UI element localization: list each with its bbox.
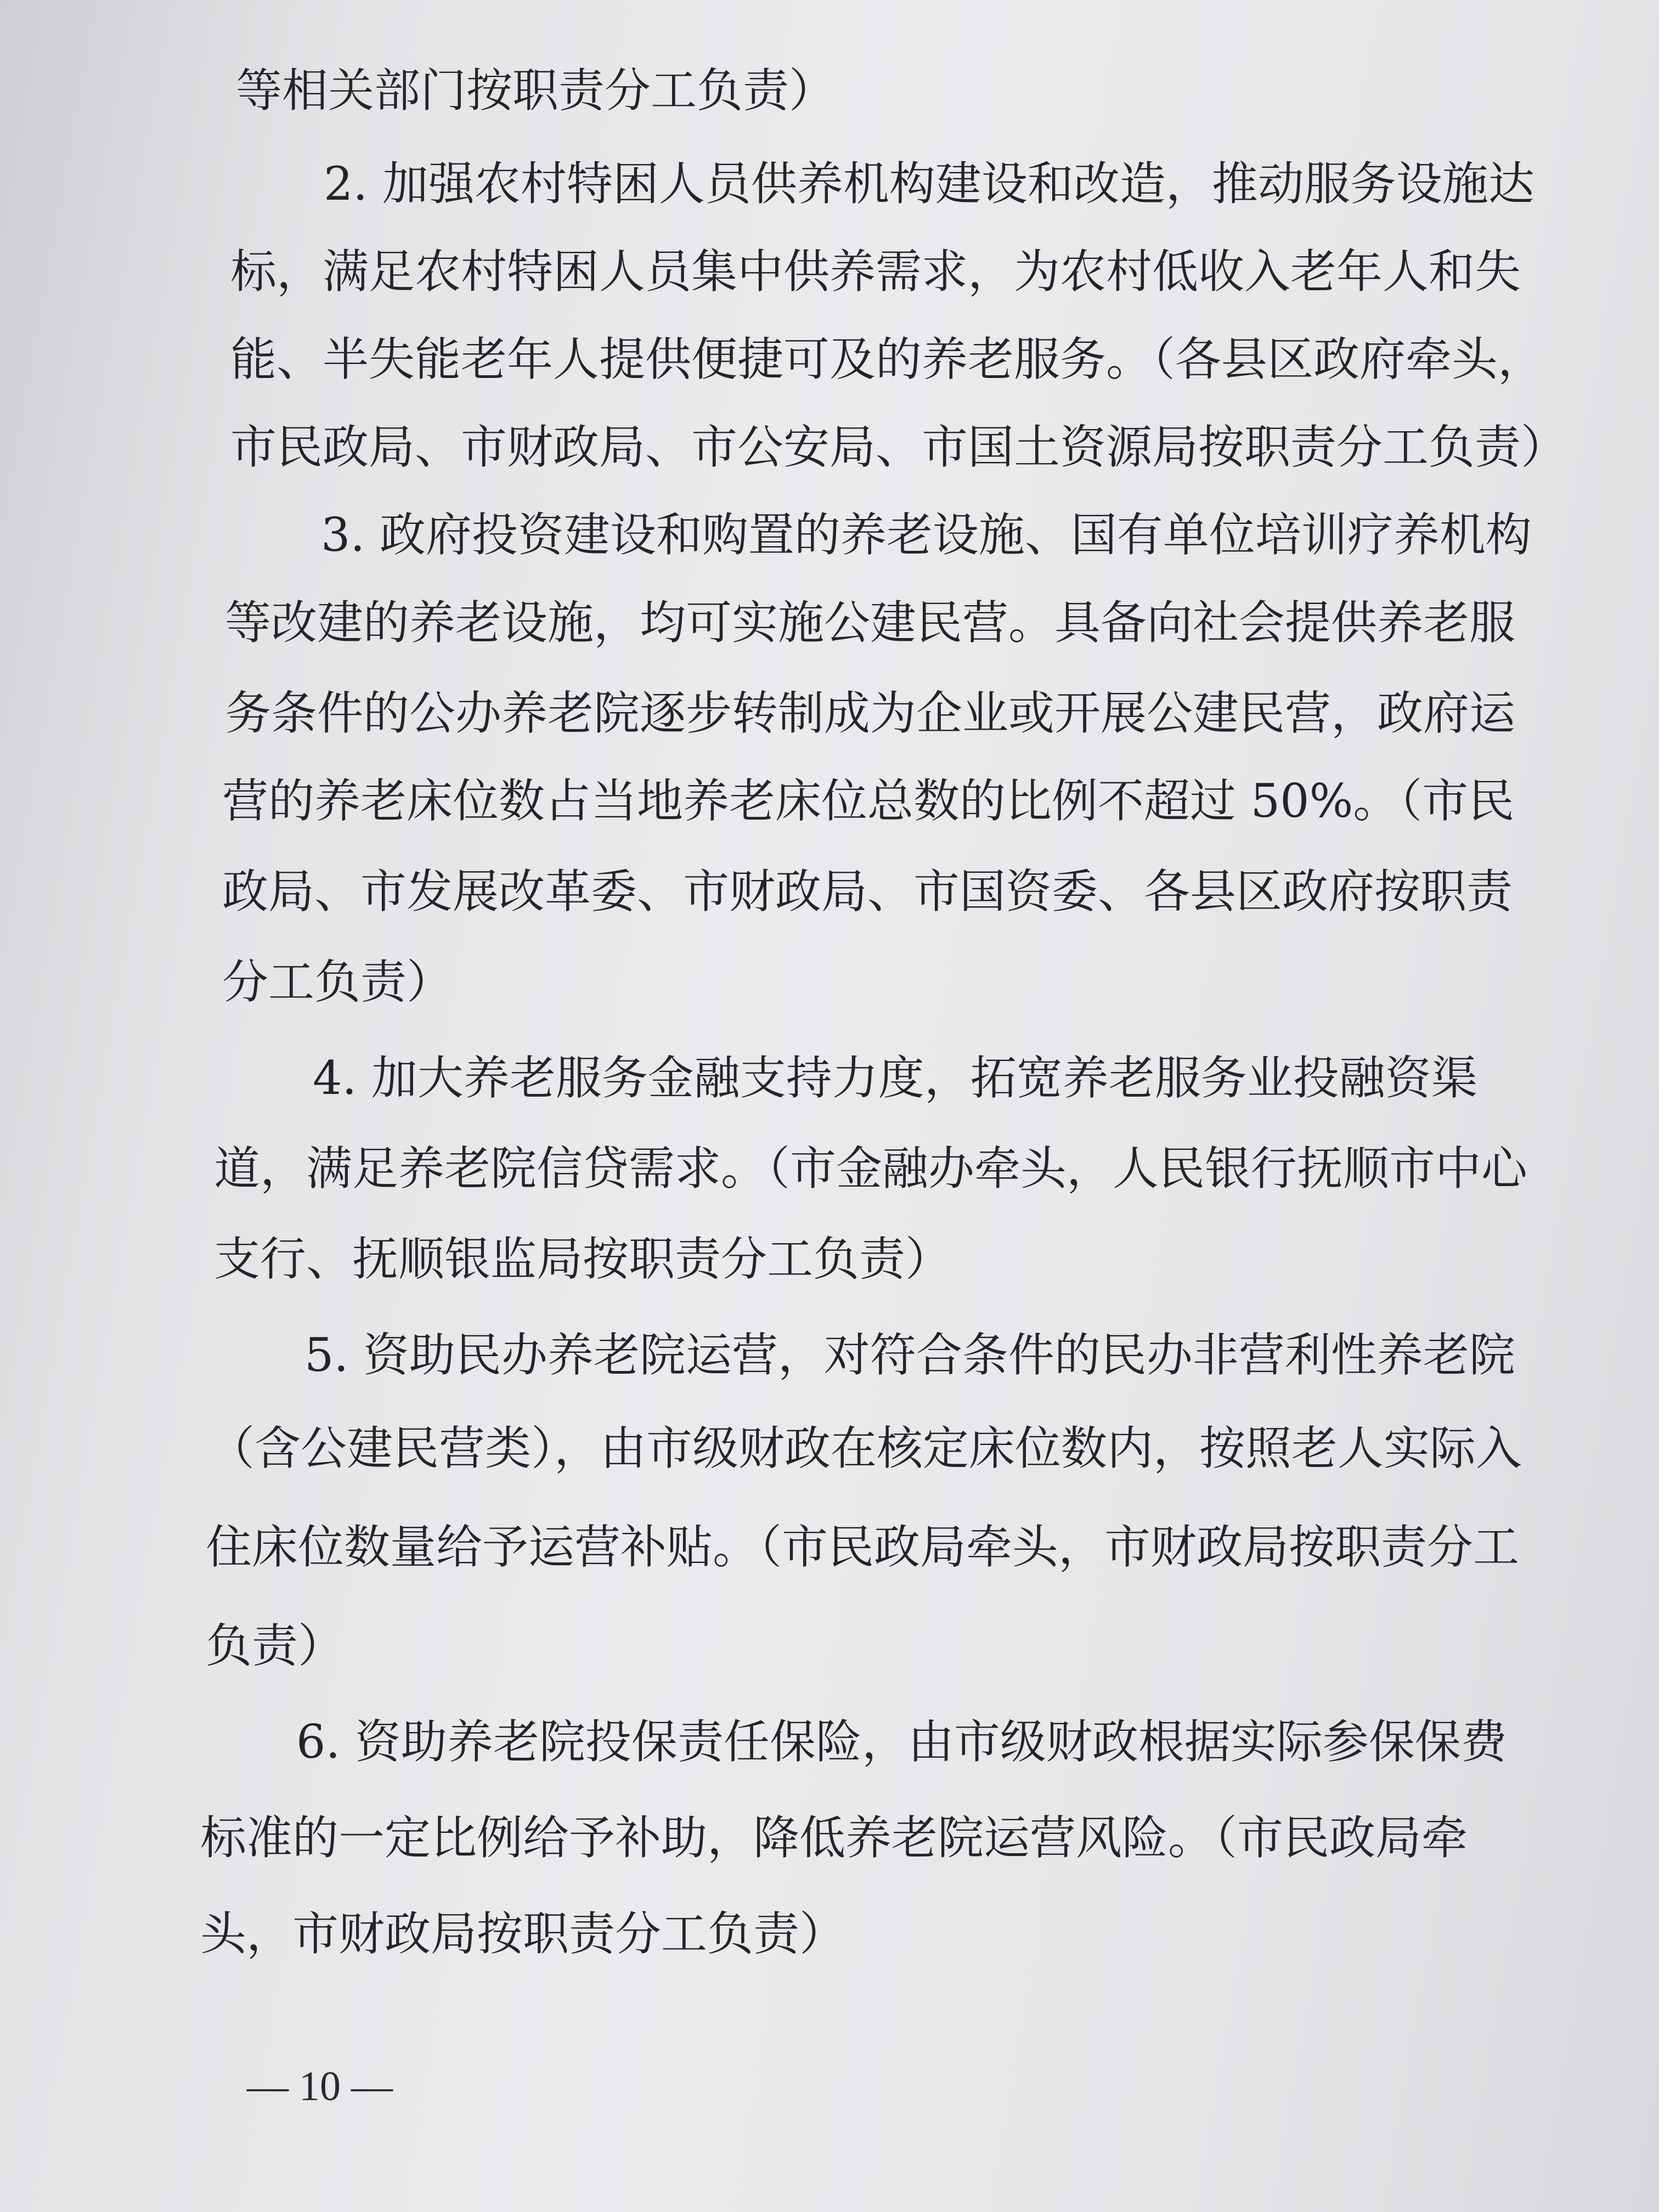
text-line: 支行、抚顺银监局按职责分工负责） [214, 1232, 952, 1286]
text-line: 标，满足农村特困人员集中供养需求，为农村低收入老年人和失 [230, 245, 1521, 298]
text-line: （含公建民营类），由市级财政在核定床位数内，按照老人实际入 [208, 1421, 1522, 1475]
text-line: 等相关部门按职责分工负责） [236, 64, 836, 117]
text-line: 等改建的养老设施，均可实施公建民营。具备向社会提供养老服 [225, 596, 1516, 650]
text-line: 营的养老床位数占当地养老床位总数的比例不超过 50%。（市民 [222, 774, 1515, 828]
text-line: 能、半失能老年人提供便捷可及的养老服务。（各县区政府牵头， [230, 332, 1544, 386]
text-line: 2. 加强农村特困人员供养机构建设和改造，推动服务设施达 [324, 157, 1534, 211]
text-line: 标准的一定比例给予补助，降低养老院运营风险。（市民政局牵 [200, 1811, 1468, 1865]
text-line: 道，满足养老院信贷需求。（市金融办牵头，人民银行抚顺市中心 [214, 1142, 1528, 1195]
text-line: 市民政局、市财政局、市公安局、市国土资源局按职责分工负责） [230, 420, 1567, 474]
document-page [192, 0, 1659, 2212]
text-line: 5. 资助民办养老院运营，对符合条件的民办非营利性养老院 [304, 1328, 1515, 1382]
text-line: 政局、市发展改革委、市财政局、市国资委、各县区政府按职责 [222, 865, 1513, 918]
text-line: 分工负责） [222, 955, 453, 1009]
text-line: 住床位数量给予运营补贴。（市民政局牵头，市财政局按职责分工 [206, 1520, 1520, 1574]
text-line: 负责） [206, 1619, 345, 1673]
text-line: 6. 资助养老院投保责任保险，由市级财政根据实际参保保费 [296, 1715, 1507, 1769]
text-line: 4. 加大养老服务金融支持力度，拓宽养老服务业投融资渠 [313, 1051, 1477, 1105]
page-number: — 10 — [247, 2063, 393, 2109]
text-line: 3. 政府投资建设和购置的养老设施、国有单位培训疗养机构 [321, 508, 1532, 562]
text-line: 务条件的公办养老院逐步转制成为企业或开展公建民营，政府运 [225, 686, 1516, 740]
text-line: 头，市财政局按职责分工负责） [200, 1907, 846, 1961]
